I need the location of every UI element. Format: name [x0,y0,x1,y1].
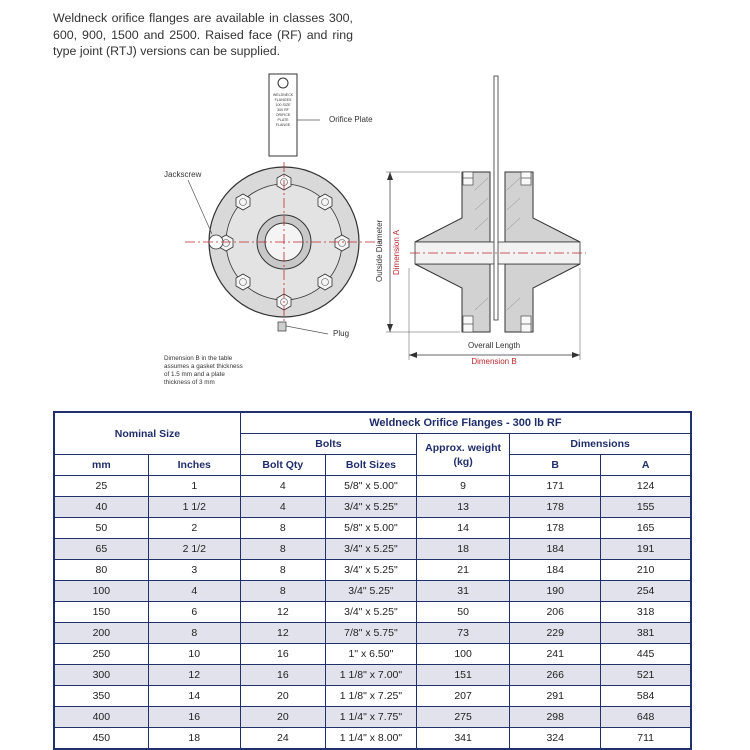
mm-cell: 100 [54,581,148,602]
dimension-note [164,355,243,386]
b-cell: 190 [510,581,601,602]
svg-text:FLANGE: FLANGE [275,123,291,127]
a-cell: 648 [601,707,691,728]
table-row [54,518,691,539]
b-cell: 184 [510,560,601,581]
b-cell: 291 [510,686,601,707]
orifice-plate-label: Orifice Plate [329,115,373,124]
weight-cell: 14 [417,518,510,539]
weight-cell: 31 [417,581,510,602]
col-bolt-qty-header: Bolt Qty [240,455,325,476]
table-row [54,644,691,665]
bolt-sizes-cell: 3/4" x 5.25" [325,539,416,560]
col-bolt-sizes-header: Bolt Sizes [325,455,416,476]
weight-cell: 13 [417,497,510,518]
table-row [54,539,691,560]
a-cell: 191 [601,539,691,560]
svg-text:100 SIZE: 100 SIZE [275,103,291,107]
b-cell: 206 [510,602,601,623]
table-row [54,581,691,602]
bolt-sizes-cell: 5/8" x 5.00" [325,518,416,539]
a-cell: 254 [601,581,691,602]
bolt-qty-cell: 24 [240,728,325,750]
inches-cell: 2 [148,518,240,539]
mm-cell: 200 [54,623,148,644]
bolt-sizes-cell: 3/4" x 5.25" [325,602,416,623]
weight-cell: 9 [417,476,510,497]
mm-cell: 40 [54,497,148,518]
bolt-qty-cell: 16 [240,644,325,665]
table-row [54,602,691,623]
spec-table [53,411,692,750]
inches-cell: 18 [148,728,240,750]
svg-text:WELDNECK: WELDNECK [272,93,294,97]
weight-cell: 21 [417,560,510,581]
mm-cell: 50 [54,518,148,539]
table-row [54,728,691,750]
table-row [54,497,691,518]
inches-cell: 1 1/2 [148,497,240,518]
bolt-sizes-cell: 3/4" x 5.25" [325,497,416,518]
table-row [54,686,691,707]
mm-cell: 150 [54,602,148,623]
bolt-qty-cell: 8 [240,560,325,581]
a-cell: 210 [601,560,691,581]
col-mm-header: mm [54,455,148,476]
inches-cell: 8 [148,623,240,644]
b-cell: 266 [510,665,601,686]
b-cell: 229 [510,623,601,644]
inches-cell: 4 [148,581,240,602]
bolts-header: Bolts [240,434,416,455]
inches-cell: 1 [148,476,240,497]
b-cell: 178 [510,518,601,539]
plug-label: Plug [333,329,350,338]
table-row [54,560,691,581]
approx-weight-header: Approx. weight (kg) [417,434,510,476]
mm-cell: 300 [54,665,148,686]
svg-text:of 1.5 mm and a plate: of 1.5 mm and a plate [164,371,225,378]
b-cell: 171 [510,476,601,497]
a-cell: 318 [601,602,691,623]
bolt-qty-cell: 16 [240,665,325,686]
svg-text:thickness of 3 mm: thickness of 3 mm [164,379,215,386]
bolt-sizes-cell: 7/8" x 5.75" [325,623,416,644]
mm-cell: 25 [54,476,148,497]
bolt-qty-cell: 8 [240,518,325,539]
b-cell: 324 [510,728,601,750]
inches-cell: 16 [148,707,240,728]
weight-cell: 341 [417,728,510,750]
bolt-sizes-cell: 5/8" x 5.00" [325,476,416,497]
table-row [54,623,691,644]
table-body [54,476,691,750]
front-view [164,74,382,386]
mm-cell: 450 [54,728,148,750]
bolt-qty-cell: 20 [240,686,325,707]
mm-cell: 350 [54,686,148,707]
b-cell: 178 [510,497,601,518]
a-cell: 521 [601,665,691,686]
mm-cell: 400 [54,707,148,728]
inches-cell: 14 [148,686,240,707]
b-cell: 298 [510,707,601,728]
a-cell: 711 [601,728,691,750]
intro-paragraph: Weldneck orifice flanges are available in classes 300, 600, 900, 1500 and 2500. Raised face (RF) and ring type joint (RTJ) versions can be supplied. [53,11,353,58]
col-b-header: B [510,455,601,476]
nominal-size-header: Nominal Size [54,412,240,455]
inches-cell: 3 [148,560,240,581]
col-inches-header: Inches [148,455,240,476]
a-cell: 445 [601,644,691,665]
bolt-qty-cell: 8 [240,539,325,560]
mm-cell: 80 [54,560,148,581]
mm-cell: 250 [54,644,148,665]
bolt-qty-cell: 12 [240,602,325,623]
table-title: Weldneck Orifice Flanges - 300 lb RF [240,412,691,434]
dimensions-header: Dimensions [510,434,691,455]
bolt-qty-cell: 4 [240,476,325,497]
b-cell: 184 [510,539,601,560]
bolt-qty-cell: 4 [240,497,325,518]
weight-cell: 50 [417,602,510,623]
svg-text:Dimension B in the table: Dimension B in the table [164,355,233,362]
a-cell: 381 [601,623,691,644]
svg-text:PLATE: PLATE [277,118,289,122]
bolt-sizes-cell: 3/4" 5.25" [325,581,416,602]
dimension-b-label: Dimension B [471,357,517,366]
bolt-sizes-cell: 1" x 6.50" [325,644,416,665]
weight-cell: 275 [417,707,510,728]
weight-cell: 73 [417,623,510,644]
table-row [54,476,691,497]
side-view [375,76,586,366]
overall-length-label: Overall Length [467,341,521,350]
jackscrew-label: Jackscrew [164,170,202,179]
weight-cell: 18 [417,539,510,560]
weight-cell: 207 [417,686,510,707]
a-cell: 124 [601,476,691,497]
table-row [54,665,691,686]
inches-cell: 12 [148,665,240,686]
table-row [54,707,691,728]
svg-text:assumes a gasket thickness: assumes a gasket thickness [164,363,243,370]
bolt-sizes-cell: 1 1/4" x 8.00" [325,728,416,750]
weight-cell: 100 [417,644,510,665]
bolt-qty-cell: 8 [240,581,325,602]
dimension-a-label: Dimension A [392,230,401,275]
col-a-header: A [601,455,691,476]
outside-diameter-label: Outside Diameter [375,219,384,282]
a-cell: 165 [601,518,691,539]
bolt-qty-cell: 12 [240,623,325,644]
inches-cell: 6 [148,602,240,623]
flange-drawing [150,70,600,400]
mm-cell: 65 [54,539,148,560]
inches-cell: 2 1/2 [148,539,240,560]
bolt-sizes-cell: 3/4" x 5.25" [325,560,416,581]
bolt-sizes-cell: 1 1/8" x 7.25" [325,686,416,707]
a-cell: 584 [601,686,691,707]
svg-text:300 RF: 300 RF [277,108,289,112]
a-cell: 155 [601,497,691,518]
bolt-qty-cell: 20 [240,707,325,728]
svg-text:ORIFICE: ORIFICE [275,113,291,117]
svg-text:FLANGES: FLANGES [274,98,292,102]
weight-cell: 151 [417,665,510,686]
bolt-sizes-cell: 1 1/8" x 7.00" [325,665,416,686]
bolt-sizes-cell: 1 1/4" x 7.75" [325,707,416,728]
b-cell: 241 [510,644,601,665]
inches-cell: 10 [148,644,240,665]
